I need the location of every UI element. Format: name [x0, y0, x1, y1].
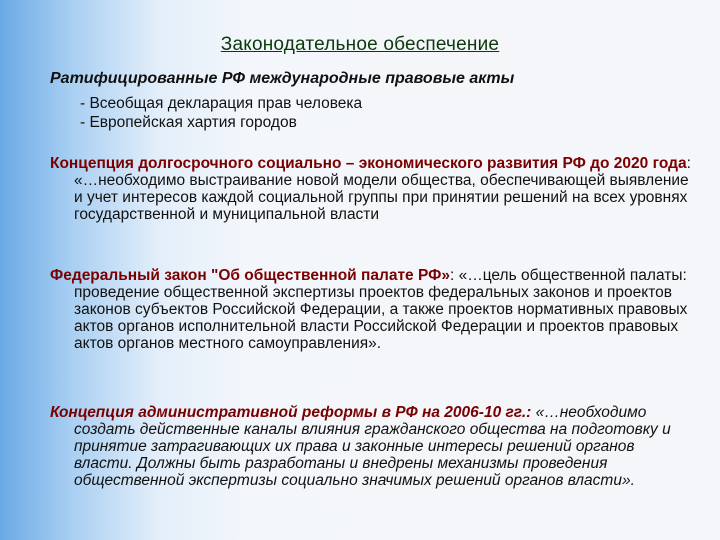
- section-heading-admin-reform: Концепция административной реформы в РФ на 2006-10 гг.:: [50, 404, 532, 421]
- section-federal-law: [50, 267, 690, 352]
- page-title: Законодательное обеспечение: [220, 34, 500, 55]
- section-heading-concept-2020: Концепция долгосрочного социально – экономического развития РФ до 2020 года: [50, 155, 687, 172]
- list-item-declaration: - Всеобщая декларация прав человека: [80, 95, 363, 112]
- section-concept-2020: [50, 155, 700, 223]
- section-heading-ratified-acts: Ратифицированные РФ международные правовые акты: [50, 70, 515, 87]
- section-text-federal-law: : «…цель общественной палаты: проведение общественной экспертизы проектов федеральных законов и проектов законов субъектов Российской Федерации, а также проектов нормативных правовых актов органов исполнительной власти Российской Федерации и проектов правовых актов органов местного самоуправления».: [74, 267, 688, 352]
- section-text-admin-reform: «…необходимо создать действенные каналы влияния гражданского общества на подготовку и принятие затрагивающих их права и законные интересы решений органов власти. Должны быть разработаны и внедрены механизмы проведения общественной экспертизы социально значимых решений органов власти».: [74, 404, 671, 489]
- list-item-charter: - Европейская хартия городов: [80, 114, 297, 131]
- section-heading-federal-law: Федеральный закон "Об общественной палате РФ»: [50, 267, 450, 284]
- section-text-concept-2020: : «…необходимо выстраивание новой модели общества, обеспечивающей выявление и учет интересов каждой социальной группы при принятии решений на всех уровнях государственной и муниципальной власти: [74, 155, 691, 223]
- section-admin-reform: [50, 404, 690, 489]
